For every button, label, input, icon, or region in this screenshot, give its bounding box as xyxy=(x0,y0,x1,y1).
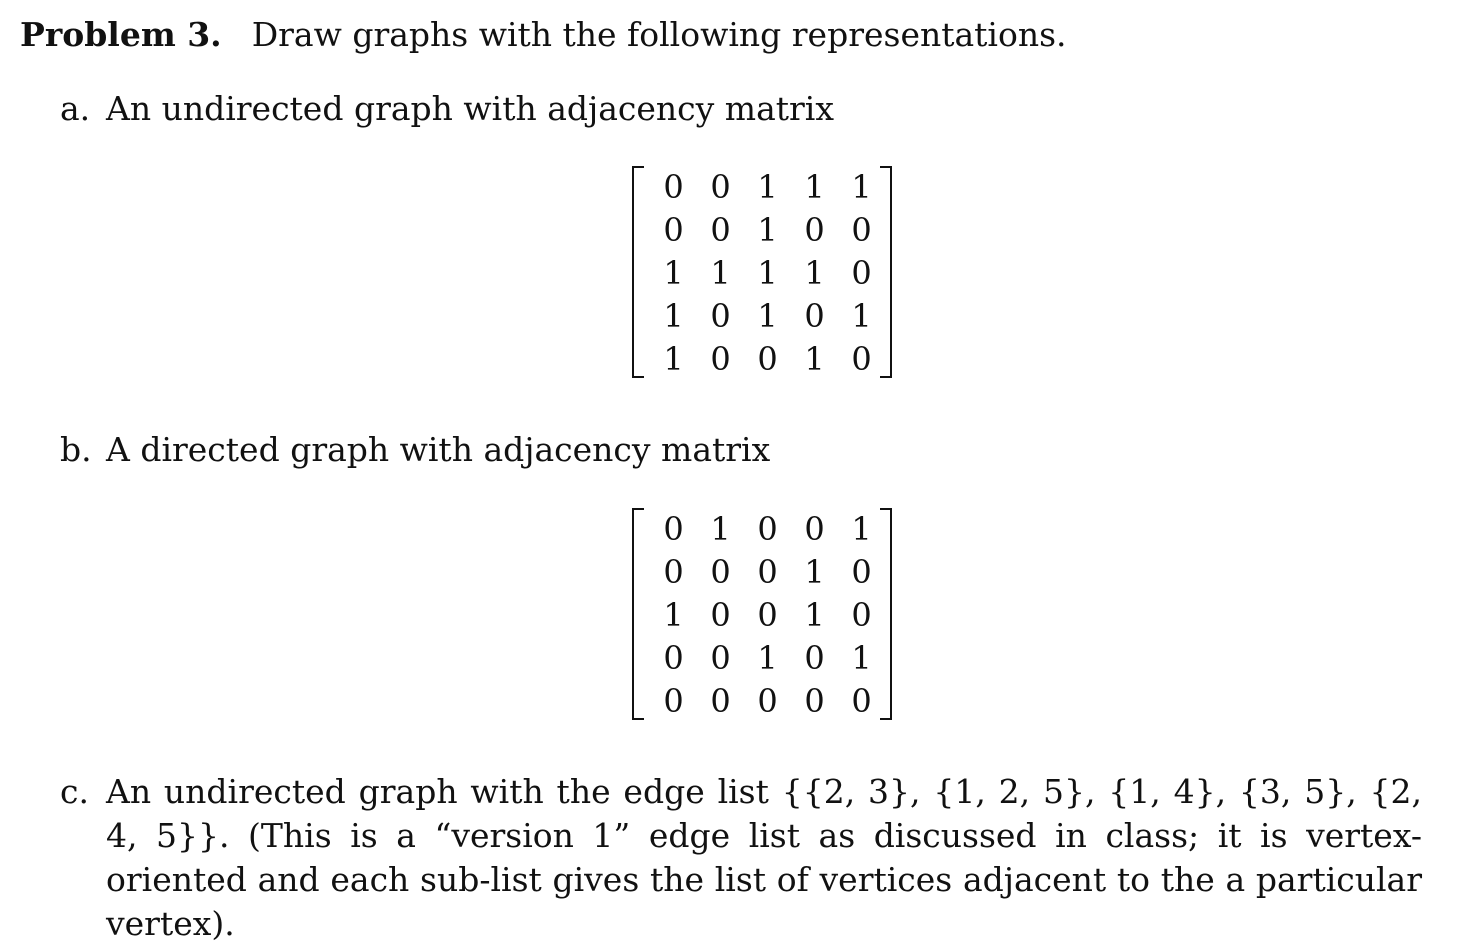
matrix-b-left-bracket xyxy=(632,508,644,720)
matrix-a-cell: 0 xyxy=(710,340,731,378)
matrix-a-cell: 0 xyxy=(710,211,731,249)
part-b-letter: b. xyxy=(60,430,92,469)
matrix-b-cell: 0 xyxy=(804,682,825,720)
matrix-b-cell: 1 xyxy=(804,553,825,591)
matrix-b-cell: 0 xyxy=(710,596,731,634)
part-b-heading xyxy=(60,429,770,471)
matrix-a-cell: 1 xyxy=(804,168,825,206)
matrix-b-cell: 0 xyxy=(757,510,778,548)
matrix-b-cell: 0 xyxy=(663,682,684,720)
matrix-a-left-bracket xyxy=(632,166,644,378)
matrix-b-cell: 1 xyxy=(851,639,872,677)
matrix-a-cell: 1 xyxy=(663,254,684,292)
matrix-a-cell: 1 xyxy=(663,297,684,335)
matrix-b-cell: 0 xyxy=(663,553,684,591)
matrix-b-cell: 0 xyxy=(757,596,778,634)
matrix-b-cell: 0 xyxy=(710,682,731,720)
matrix-a-cell: 1 xyxy=(851,297,872,335)
matrix-b-cell: 1 xyxy=(663,596,684,634)
matrix-a-right-bracket xyxy=(880,166,892,378)
matrix-b-cell: 0 xyxy=(663,510,684,548)
matrix-b-cell: 0 xyxy=(710,639,731,677)
matrix-a-cell: 1 xyxy=(757,297,778,335)
matrix-b xyxy=(632,508,892,720)
matrix-a-cell: 1 xyxy=(757,211,778,249)
matrix-a-cell: 1 xyxy=(757,254,778,292)
matrix-b-cells xyxy=(650,508,880,720)
matrix-b-cell: 1 xyxy=(804,596,825,634)
matrix-b-cell: 0 xyxy=(710,553,731,591)
part-a-text: An undirected graph with adjacency matrix xyxy=(106,89,834,128)
matrix-a-cell: 0 xyxy=(663,211,684,249)
matrix-a-cell: 0 xyxy=(804,297,825,335)
problem-number: Problem 3. xyxy=(20,15,222,54)
matrix-a-cell: 1 xyxy=(710,254,731,292)
matrix-b-cell: 0 xyxy=(851,553,872,591)
matrix-a-cells xyxy=(650,166,880,378)
matrix-a-cell: 1 xyxy=(663,340,684,378)
matrix-a-cell: 0 xyxy=(804,211,825,249)
matrix-b-cell: 0 xyxy=(851,682,872,720)
part-c-text: An undirected graph with the edge list {{2, 3}, {1, 2, 5}, {1, 4}, {3, 5}, {2, 4, 5}}. (This is a “version 1” edge list as discussed in class; it is vertex-oriented and each sub-list gives the list of vertices adjacent to the a particular vertex). xyxy=(106,772,1422,943)
matrix-a-cell: 1 xyxy=(851,168,872,206)
matrix-a-cell: 0 xyxy=(851,340,872,378)
part-c-letter: c. xyxy=(60,772,89,811)
matrix-a-cell: 0 xyxy=(851,254,872,292)
part-b-text: A directed graph with adjacency matrix xyxy=(106,430,771,469)
matrix-b-right-bracket xyxy=(880,508,892,720)
matrix-b-cell: 1 xyxy=(757,639,778,677)
matrix-b-cell: 0 xyxy=(804,639,825,677)
part-a-heading xyxy=(60,88,834,130)
matrix-a-cell: 0 xyxy=(663,168,684,206)
matrix-b-cell: 0 xyxy=(757,553,778,591)
part-a-letter: a. xyxy=(60,89,91,128)
matrix-a-cell: 0 xyxy=(851,211,872,249)
matrix-a-cell: 0 xyxy=(757,340,778,378)
matrix-b-cell: 0 xyxy=(851,596,872,634)
problem-heading xyxy=(20,14,1067,56)
matrix-b-cell: 0 xyxy=(804,510,825,548)
matrix-b-cell: 1 xyxy=(851,510,872,548)
matrix-a-cell: 1 xyxy=(804,254,825,292)
matrix-b-cell: 1 xyxy=(710,510,731,548)
matrix-a-cell: 0 xyxy=(710,168,731,206)
matrix-b-cell: 0 xyxy=(757,682,778,720)
part-c xyxy=(60,770,1422,946)
matrix-a-cell: 0 xyxy=(710,297,731,335)
matrix-a-cell: 1 xyxy=(757,168,778,206)
problem-instruction: Draw graphs with the following representations. xyxy=(251,15,1067,54)
matrix-b-cell: 0 xyxy=(663,639,684,677)
matrix-a xyxy=(632,166,892,378)
matrix-a-cell: 1 xyxy=(804,340,825,378)
